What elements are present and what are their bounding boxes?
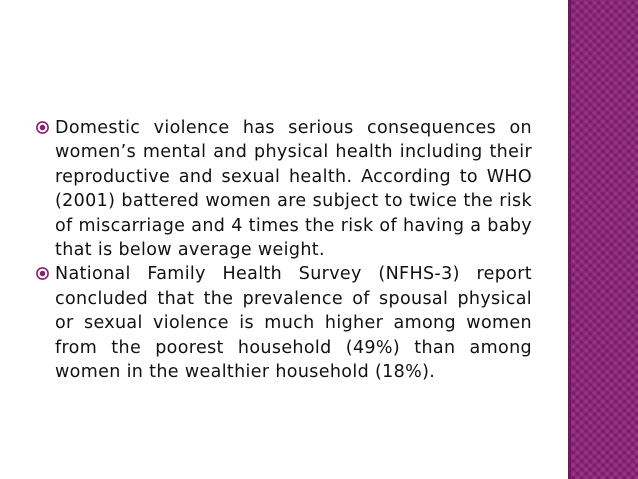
decorative-side-bar — [568, 0, 638, 479]
target-bullet-icon — [36, 267, 49, 280]
bullet-item — [36, 262, 532, 384]
target-bullet-icon — [36, 121, 49, 134]
slide-body — [36, 116, 532, 384]
bullet-item — [36, 116, 532, 262]
bullet-text: National Family Health Survey (NFHS-3) report concluded that the prevalence of spousal physical or sexual violence is much higher among women from the poorest household (49%) than among women in the wealthier household (18%). — [55, 264, 532, 383]
bullet-text: Domestic violence has serious consequences on women’s mental and physical health including their reproductive and sexual health. According to WHO (2001) battered women are subject to twice the risk of miscarriage and 4 times the risk of having a baby that is below average weight. — [55, 118, 532, 261]
